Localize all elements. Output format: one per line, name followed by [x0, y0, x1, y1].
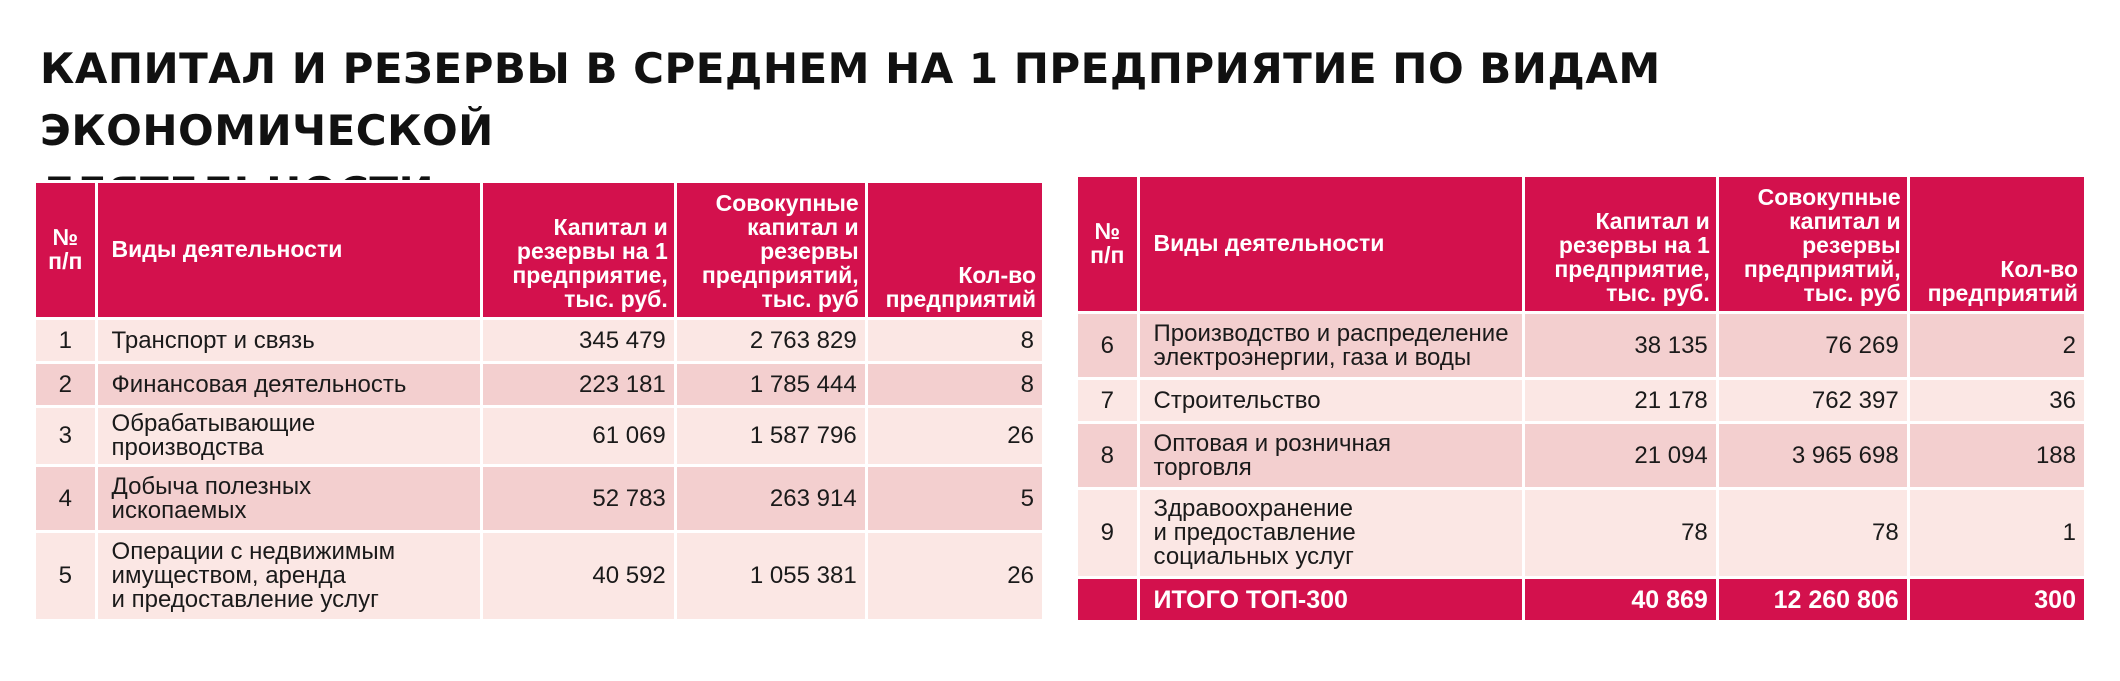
row-activity: Производство и распределение электроэнергии, газа и воды — [1140, 314, 1523, 377]
row-capital-per-enterprise: 52 783 — [483, 467, 674, 530]
table-row — [36, 533, 1042, 619]
table-row — [1078, 424, 2084, 487]
row-enterprise-count: 8 — [868, 320, 1042, 361]
header-capital-total: Совокупные капитал и резервы предприятий, тыс. руб — [677, 183, 865, 317]
total-label: ИТОГО ТОП-300 — [1140, 579, 1523, 620]
row-enterprise-count: 8 — [868, 364, 1042, 405]
row-enterprise-count: 26 — [868, 408, 1042, 464]
row-activity: Добыча полезных ископаемых — [98, 467, 481, 530]
total-capital-per-enterprise: 40 869 — [1525, 579, 1716, 620]
row-num: 8 — [1078, 424, 1137, 487]
row-num: 5 — [36, 533, 95, 619]
row-capital-total: 263 914 — [677, 467, 865, 530]
row-capital-per-enterprise: 78 — [1525, 490, 1716, 576]
row-activity: Строительство — [1140, 380, 1523, 421]
row-capital-per-enterprise: 21 178 — [1525, 380, 1716, 421]
header-capital-per-enterprise: Капитал и резервы на 1 предприятие, тыс. руб. — [483, 183, 674, 317]
row-capital-total: 76 269 — [1719, 314, 1907, 377]
row-capital-per-enterprise: 38 135 — [1525, 314, 1716, 377]
row-activity: Операции с недвижимым имуществом, аренда и предоставление услуг — [98, 533, 481, 619]
row-num: 6 — [1078, 314, 1137, 377]
row-num: 3 — [36, 408, 95, 464]
header-capital-per-enterprise: Капитал и резервы на 1 предприятие, тыс. руб. — [1525, 177, 1716, 311]
row-capital-per-enterprise: 40 592 — [483, 533, 674, 619]
activity-table-right — [1075, 174, 2087, 623]
row-enterprise-count: 36 — [1910, 380, 2084, 421]
header-enterprise-count: Кол-во предприятий — [868, 183, 1042, 317]
row-num: 2 — [36, 364, 95, 405]
table-row — [36, 467, 1042, 530]
row-capital-total: 78 — [1719, 490, 1907, 576]
row-enterprise-count: 188 — [1910, 424, 2084, 487]
header-activity: Виды деятельности — [1140, 177, 1523, 311]
row-enterprise-count: 2 — [1910, 314, 2084, 377]
total-row — [1078, 579, 2084, 620]
row-capital-total: 1 785 444 — [677, 364, 865, 405]
row-num: 9 — [1078, 490, 1137, 576]
table-header-row — [36, 183, 1042, 317]
row-activity: Транспорт и связь — [98, 320, 481, 361]
total-num — [1078, 579, 1137, 620]
row-activity: Обрабатывающие производства — [98, 408, 481, 464]
row-capital-per-enterprise: 223 181 — [483, 364, 674, 405]
header-num: № п/п — [36, 183, 95, 317]
page-title-line-1: КАПИТАЛ И РЕЗЕРВЫ В СРЕДНЕМ НА 1 ПРЕДПРИЯТИЕ ПО ВИДАМ ЭКОНОМИЧЕСКОЙ — [40, 44, 1661, 155]
row-num: 1 — [36, 320, 95, 361]
row-activity: Финансовая деятельность — [98, 364, 481, 405]
row-enterprise-count: 1 — [1910, 490, 2084, 576]
row-num: 7 — [1078, 380, 1137, 421]
row-activity: Оптовая и розничная торговля — [1140, 424, 1523, 487]
header-enterprise-count: Кол-во предприятий — [1910, 177, 2084, 311]
header-num: № п/п — [1078, 177, 1137, 311]
table-row — [1078, 490, 2084, 576]
row-enterprise-count: 26 — [868, 533, 1042, 619]
table-row — [36, 320, 1042, 361]
row-capital-per-enterprise: 21 094 — [1525, 424, 1716, 487]
total-capital-total: 12 260 806 — [1719, 579, 1907, 620]
row-capital-total: 1 055 381 — [677, 533, 865, 619]
table-row — [36, 408, 1042, 464]
row-enterprise-count: 5 — [868, 467, 1042, 530]
total-enterprise-count: 300 — [1910, 579, 2084, 620]
table-row — [1078, 314, 2084, 377]
row-capital-per-enterprise: 345 479 — [483, 320, 674, 361]
row-capital-total: 1 587 796 — [677, 408, 865, 464]
row-capital-total: 762 397 — [1719, 380, 1907, 421]
row-capital-per-enterprise: 61 069 — [483, 408, 674, 464]
row-capital-total: 2 763 829 — [677, 320, 865, 361]
header-activity: Виды деятельности — [98, 183, 481, 317]
table-header-row — [1078, 177, 2084, 311]
table-row — [1078, 380, 2084, 421]
activity-table-left — [33, 180, 1045, 622]
row-num: 4 — [36, 467, 95, 530]
row-capital-total: 3 965 698 — [1719, 424, 1907, 487]
header-capital-total: Совокупные капитал и резервы предприятий, тыс. руб — [1719, 177, 1907, 311]
row-activity: Здравоохранение и предоставление социальных услуг — [1140, 490, 1523, 576]
table-row — [36, 364, 1042, 405]
